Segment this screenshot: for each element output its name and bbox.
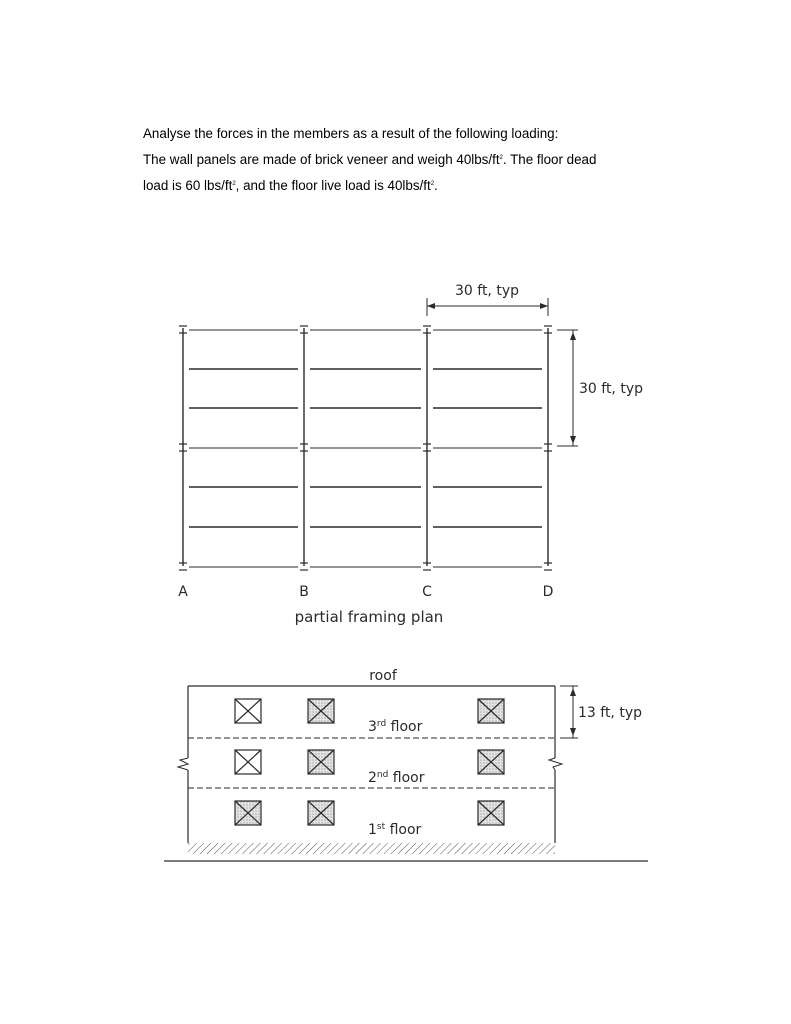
column-box bbox=[308, 699, 334, 723]
column-box bbox=[235, 750, 261, 774]
superscript: 2 bbox=[499, 155, 503, 161]
column-line-C: C bbox=[422, 584, 432, 600]
column-box bbox=[478, 801, 504, 825]
framing-plan bbox=[179, 298, 578, 570]
bay-dimension bbox=[557, 330, 578, 446]
column-box bbox=[308, 750, 334, 774]
column-line-A: A bbox=[178, 584, 188, 600]
break-line-right bbox=[549, 758, 562, 770]
height-label: 13 ft, typ bbox=[578, 705, 642, 721]
column-boxes bbox=[235, 699, 504, 825]
problem-line-2: The wall panels are made of brick veneer and weigh $40lbs/ft^2$. The floor dead bbox=[143, 152, 597, 167]
superscript: 2 bbox=[232, 181, 236, 187]
ground-hatch bbox=[188, 843, 555, 854]
span-label: 30 ft, typ bbox=[455, 283, 519, 299]
break-line-left bbox=[178, 758, 188, 770]
bay-label: 30 ft, typ bbox=[579, 381, 643, 397]
roof-label: roof bbox=[369, 668, 397, 684]
problem-line-1: Analyse the forces in the members as a result of the following loading: bbox=[143, 126, 559, 141]
girders bbox=[189, 330, 542, 567]
floor-label-1st: 1st floor bbox=[368, 822, 422, 838]
column-box bbox=[235, 699, 261, 723]
column-box bbox=[478, 699, 504, 723]
framing-plan-caption: partial framing plan bbox=[294, 608, 444, 626]
column-box bbox=[478, 750, 504, 774]
span-dimension bbox=[427, 298, 548, 316]
column-box bbox=[308, 801, 334, 825]
column-lines bbox=[183, 328, 548, 566]
floor-label-2nd: 2nd floor bbox=[368, 770, 425, 786]
floor-label-3rd: 3rd floor bbox=[368, 719, 423, 735]
column-box bbox=[235, 801, 261, 825]
problem-line-3: load is 60 lbs/$ft^2$, and the floor live load is $40lbs/ft^2$. bbox=[143, 178, 438, 193]
column-line-B: B bbox=[299, 584, 309, 600]
column-line-D: D bbox=[542, 584, 554, 600]
height-dimension bbox=[560, 686, 578, 738]
superscript: 2 bbox=[430, 181, 435, 187]
